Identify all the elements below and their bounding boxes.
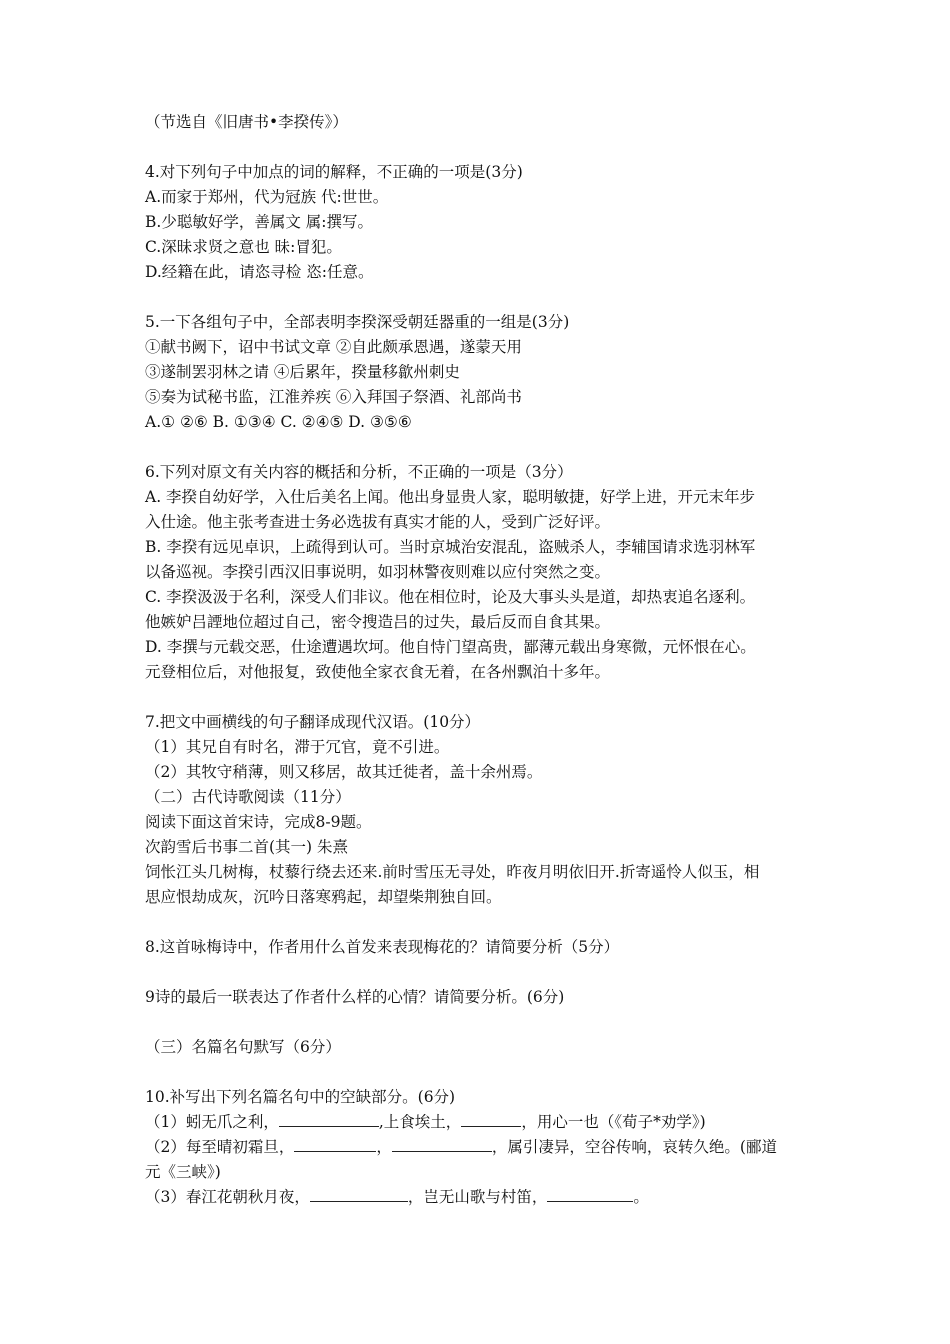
q4-option-c: C.深昧求贤之意也 昧:冒犯。 <box>145 238 342 256</box>
fill-blank <box>310 1187 408 1202</box>
q7-stem: 7.把文中画横线的句子翻译成现代汉语。(10分） <box>145 713 481 731</box>
q10-item-2-continued: 元《三峡》) <box>145 1163 221 1181</box>
fill-blank <box>547 1187 633 1202</box>
poem-text-line2: 思应恨劫成灰，沉吟日落寒鸦起，却望柴荆独自回。 <box>145 888 502 906</box>
fill-blank <box>392 1137 492 1152</box>
q9: 9诗的最后一联表达了作者什么样的心情？请简要分析。(6分) <box>145 988 565 1006</box>
poem-text-line1: 饲怅江头几树梅，杖藜行绕去还来.前时雪压无寻处，昨夜月明依旧开.折寄遥怜人似玉，相 <box>145 863 760 881</box>
q6-option-c-line1: C. 李揆汲汲于名利，深受人们非议。他在相位时，论及大事头头是道，却热衷追名逐利。 <box>145 588 756 606</box>
source-note: （节选自《旧唐书•李揆传》） <box>145 113 348 131</box>
q4-stem: 4.对下列句子中加点的词的解释，不正确的一项是(3分) <box>145 163 523 181</box>
spacer <box>145 1060 830 1085</box>
fill-blank <box>279 1112 379 1127</box>
spacer <box>145 1010 830 1035</box>
q10-item-1-text-a: （1）蚓无爪之利， <box>145 1113 279 1131</box>
fill-blank <box>461 1112 521 1127</box>
q10-item-3-text-a: （3）春江花朝秋月夜， <box>145 1188 310 1206</box>
q5-options: A.① ②⑥ B. ①③④ C. ②④⑤ D. ③⑤⑥ <box>145 413 412 431</box>
section3-heading: （三）名篇名句默写（6分） <box>145 1038 341 1056</box>
q6-option-b-line1: B. 李揆有远见卓识，上疏得到认可。当时京城治安混乱，盗贼杀人，李辅国请求选羽林军 <box>145 538 756 556</box>
poetry-intro: 阅读下面这首宋诗，完成8-9题。 <box>145 813 372 831</box>
q7-sentence-2: （2）其牧守稍薄，则又移居，故其迁徙者，盖十余州焉。 <box>145 763 543 781</box>
q5-row-1: ①献书阙下，诏中书试文章 ②自此颇承恩遇，遂蒙天用 <box>145 338 522 356</box>
q10-item-3-text-c: 。 <box>633 1188 649 1206</box>
q10-item-2-text-c: ，属引凄异，空谷传响，哀转久绝。(郦道 <box>491 1138 777 1156</box>
q10-item-1 <box>145 1110 830 1135</box>
q4-option-b: B.少聪敏好学，善属文 属:撰写。 <box>145 213 373 231</box>
spacer <box>145 135 830 160</box>
q10-item-2-text-a: （2）每至晴初霜旦， <box>145 1138 295 1156</box>
q10-item-3 <box>145 1185 830 1210</box>
spacer <box>145 285 830 310</box>
spacer <box>145 435 830 460</box>
q10-item-3-text-b: ，岂无山歌与村笛， <box>407 1188 548 1206</box>
spacer <box>145 960 830 985</box>
q6-option-b-line2: 以备巡视。李揆引西汉旧事说明，如羽林警夜则难以应付突然之变。 <box>145 563 611 581</box>
q8: 8.这首咏梅诗中，作者用什么首发来表现梅花的？请简要分析（5分） <box>145 938 620 956</box>
fill-blank <box>294 1137 376 1152</box>
q6-option-d-line2: 元登相位后，对他报复，致使他全家衣食无着，在各州飘泊十多年。 <box>145 663 611 681</box>
q7-sentence-1: （1）其兄自有时名，滞于冗官，竟不引进。 <box>145 738 450 756</box>
poetry-heading: （二）古代诗歌阅读（11分） <box>145 788 351 806</box>
spacer <box>145 685 830 710</box>
q5-row-2: ③遂制罢羽林之请 ④后累年，揆量移歙州刺史 <box>145 363 460 381</box>
q10-item-1-text-b: ,上食埃土， <box>378 1113 462 1131</box>
q10-item-2 <box>145 1135 830 1160</box>
q6-stem: 6.下列对原文有关内容的概括和分析，不正确的一项是（3分） <box>145 463 573 481</box>
q10-item-1-text-c: ，用心一也（《荀子*劝学》) <box>521 1113 706 1131</box>
q5-stem: 5.一下各组句子中，全部表明李揆深受朝廷器重的一组是(3分) <box>145 313 570 331</box>
q5-row-3: ⑤奏为试秘书监，江淮养疾 ⑥入拜国子祭酒、礼部尚书 <box>145 388 522 406</box>
q6-option-d-line1: D. 李撰与元载交恶，仕途遭遇坎坷。他自恃门望高贵，鄙薄元载出身寒微，元怀恨在心。 <box>145 638 756 656</box>
spacer <box>145 910 830 935</box>
q10-item-2-text-b: ， <box>376 1138 392 1156</box>
q4-option-a: A.而家于郑州，代为冠族 代:世世。 <box>145 188 389 206</box>
q6-option-c-line2: 他嫉妒吕諲地位超过自己，密令搜造吕的过失，最后反而自食其果。 <box>145 613 611 631</box>
q10-stem: 10.补写出下列名篇名句中的空缺部分。(6分) <box>145 1088 456 1106</box>
q4-option-d: D.经籍在此，请恣寻检 恣:任意。 <box>145 263 374 281</box>
q6-option-a-line1: A. 李揆自幼好学，入仕后美名上闻。他出身显贵人家，聪明敏捷，好学上进，开元末年步 <box>145 488 756 506</box>
q6-option-a-line2: 入仕途。他主张考查进士务必选拔有真实才能的人，受到广泛好评。 <box>145 513 611 531</box>
poem-title: 次韵雪后书事二首(其一) 朱熹 <box>145 838 349 856</box>
